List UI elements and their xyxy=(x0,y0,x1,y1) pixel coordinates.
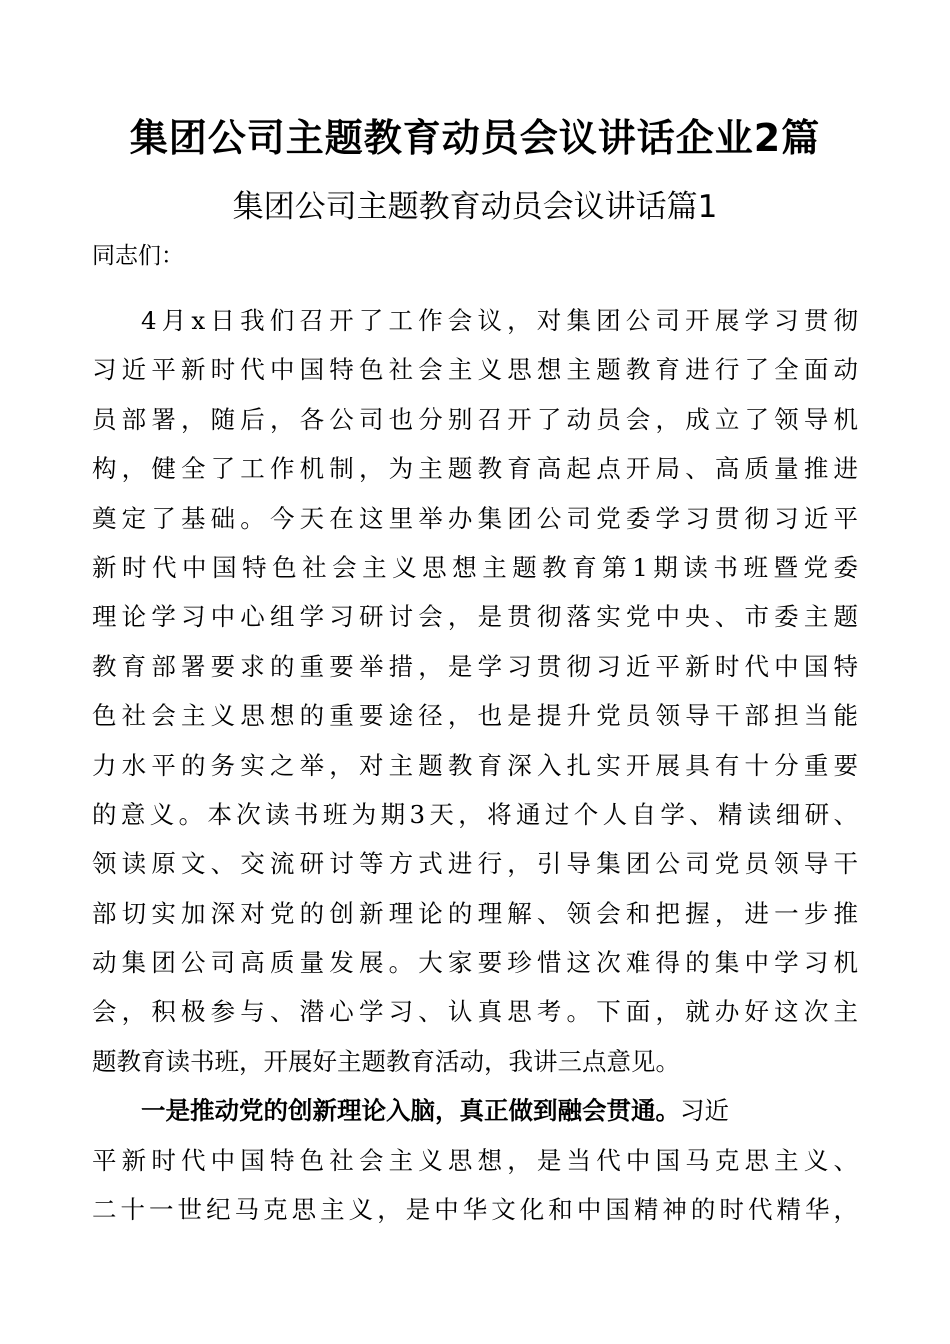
paragraph-line: 4月x日我们召开了工作会议，对集团公司开展学习贯彻 xyxy=(141,306,858,335)
salutation: 同志们： xyxy=(92,243,184,269)
paragraph-line-bold-lead xyxy=(92,1086,858,1135)
bold-lead-sentence: 一是推动党的创新理论入脑，真正做到融会贯通。 xyxy=(141,1096,680,1126)
paragraph-line: 二十一世纪马克思主义，是中华文化和中国精神的时代精华， xyxy=(92,1195,858,1225)
body-text xyxy=(92,296,858,1234)
paragraph-line: 力水平的务实之举，对主题教育深入扎实开展具有十分重要 xyxy=(92,750,858,780)
paragraph-line: 奠定了基础。今天在这里举办集团公司党委学习贯彻习近平 xyxy=(92,503,858,533)
paragraph-line: 部切实加深对党的创新理论的理解、领会和把握，进一步推 xyxy=(92,898,858,928)
sub-title: 集团公司主题教育动员会议讲话篇1 xyxy=(232,189,718,225)
paragraph-line: 题教育读书班，开展好主题教育活动，我讲三点意见。 xyxy=(92,1046,680,1076)
main-title: 集团公司主题教育动员会议讲话企业2篇 xyxy=(129,116,821,160)
paragraph-line: 构，健全了工作机制，为主题教育高起点开局、高质量推进 xyxy=(92,454,858,484)
paragraph-line: 领读原文、交流研讨等方式进行，引导集团公司党员领导干 xyxy=(92,849,858,879)
paragraph-line: 员部署，随后，各公司也分别召开了动员会，成立了领导机 xyxy=(92,404,858,434)
lead-sentence-rest: 习近 xyxy=(680,1096,729,1126)
paragraph-line: 会，积极参与、潜心学习、认真思考。下面，就办好这次主 xyxy=(92,997,858,1027)
paragraph-line: 理论学习中心组学习研讨会，是贯彻落实党中央、市委主题 xyxy=(92,602,858,632)
paragraph-line: 动集团公司高质量发展。大家要珍惜这次难得的集中学习机 xyxy=(92,948,858,978)
paragraph-line: 的意义。本次读书班为期3天，将通过个人自学、精读细研、 xyxy=(92,799,858,829)
paragraph-line: 新时代中国特色社会主义思想主题教育第1期读书班暨党委 xyxy=(92,552,858,582)
paragraph-line: 色社会主义思想的重要途径，也是提升党员领导干部担当能 xyxy=(92,701,858,731)
paragraph-line: 平新时代中国特色社会主义思想，是当代中国马克思主义、 xyxy=(92,1145,858,1175)
paragraph-line: 习近平新时代中国特色社会主义思想主题教育进行了全面动 xyxy=(92,355,858,385)
paragraph-line: 教育部署要求的重要举措，是学习贯彻习近平新时代中国特 xyxy=(92,651,858,681)
